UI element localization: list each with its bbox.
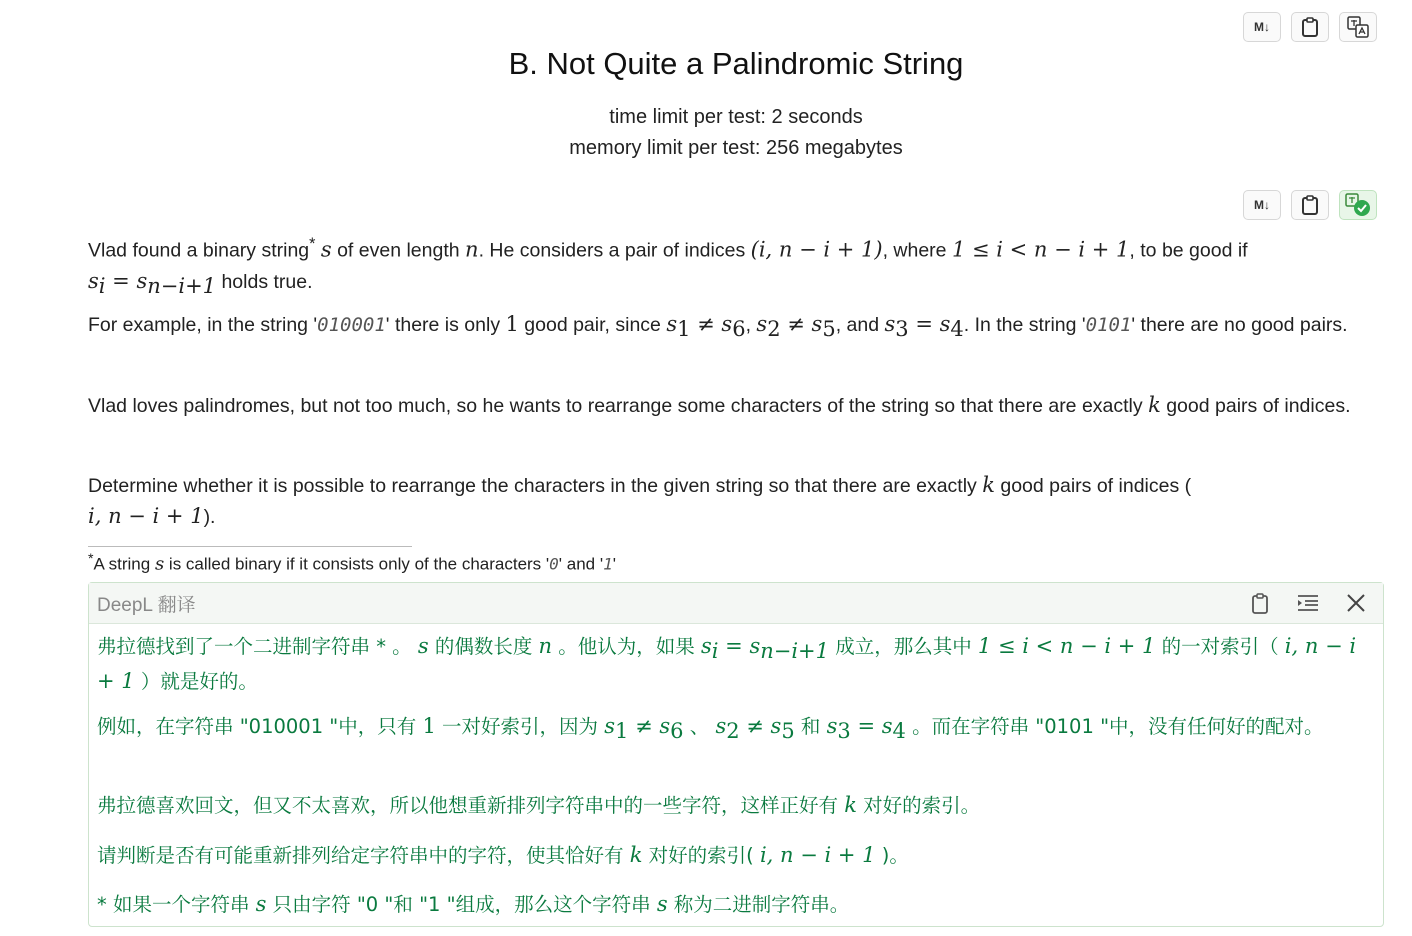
math-sub: 2 <box>726 718 740 743</box>
footnote <box>88 551 616 575</box>
math-var: s <box>88 268 99 293</box>
translation-paragraph-4 <box>97 840 1372 871</box>
markdown-copy-button[interactable] <box>1243 12 1281 42</box>
math-var: s <box>770 714 782 738</box>
math-sub: 6 <box>732 316 746 341</box>
text: )。 <box>875 844 909 867</box>
math-var: s <box>715 714 727 738</box>
math-sub: 6 <box>670 718 684 743</box>
math-sub: 3 <box>895 316 909 341</box>
close-icon <box>1346 593 1366 613</box>
problem-title: B. Not Quite a Palindromic String <box>508 46 964 81</box>
markdown-label: M↓ <box>1254 20 1270 34</box>
deepl-panel-header <box>89 583 1383 624</box>
clipboard-icon <box>1301 195 1319 215</box>
math-var: k <box>982 473 995 497</box>
text: ）就是好的。 <box>134 669 258 693</box>
text: , to be good if <box>1129 239 1248 262</box>
code-string: 010001 <box>317 314 386 336</box>
math-op: = <box>850 714 882 738</box>
math-var: s <box>656 892 668 916</box>
deepl-translation-panel <box>88 582 1384 927</box>
text: ' and ' <box>558 554 604 574</box>
markdown-label: M↓ <box>1254 198 1270 212</box>
text: ' there is only <box>385 314 506 336</box>
math-var: n <box>538 634 553 658</box>
math-var: s <box>700 634 712 658</box>
text: . He considers a pair of indices <box>478 239 751 262</box>
indent-lines-icon <box>1296 593 1320 613</box>
text: * 如果一个字符串 <box>97 893 256 916</box>
translation-paragraph-3 <box>97 790 1372 821</box>
statement-paragraph-3 <box>88 390 1380 421</box>
math-op: ≠ <box>628 714 660 738</box>
statement-paragraph-1 <box>88 229 1380 300</box>
text: 一对好索引，因为 <box>435 715 605 738</box>
translate-button[interactable] <box>1339 12 1377 42</box>
statement-markdown-button[interactable] <box>1243 190 1281 220</box>
clipboard-icon <box>1301 17 1319 37</box>
translate-done-icon <box>1345 193 1371 217</box>
math-expr: (i, n − i + 1) <box>750 237 883 262</box>
math-sub: 2 <box>767 316 781 341</box>
text: 弗拉德喜欢回文，但又不太喜欢，所以他想重新排列字符串中的一些字符，这样正好有 <box>97 794 845 817</box>
text: ' there are no good pairs. <box>1131 314 1348 336</box>
text: 称为二进制字符串。 <box>667 893 850 916</box>
text: 成立，那么其中 <box>829 635 978 658</box>
statement-translate-button[interactable] <box>1339 190 1377 220</box>
text: 的一对索引（ <box>1155 635 1285 658</box>
text: 弗拉德找到了一个二进制字符串 * 。 <box>97 635 418 658</box>
math-var: s <box>136 268 148 293</box>
math-sub: n−i+1 <box>760 638 830 663</box>
text: 请判断是否有可能重新排列给定字符串中的字符，使其恰好有 <box>97 844 630 867</box>
math-op: = <box>908 312 940 336</box>
math-sub: 5 <box>781 718 795 743</box>
text: For example, in the string ' <box>88 314 318 336</box>
statement-paragraph-2 <box>88 309 1380 344</box>
math-sub: 3 <box>837 718 851 743</box>
text: 。他认为，如果 <box>552 635 701 658</box>
math-var: s <box>749 634 761 658</box>
deepl-copy-button[interactable] <box>1245 588 1275 618</box>
footnote-divider <box>88 546 412 547</box>
problem-limits <box>0 102 1412 164</box>
copy-button[interactable] <box>1291 12 1329 42</box>
code-char: 1 <box>603 554 613 574</box>
math-sub: 5 <box>822 316 836 341</box>
header-toolbar <box>1243 12 1377 42</box>
text: Vlad loves palindromes, but not too much, so he wants to rearrange some characters of the string so that there are exactly <box>88 395 1149 417</box>
text: Determine whether it is possible to rearrange the characters in the given string so that there are exactly <box>88 475 983 497</box>
math-sub: n−i+1 <box>147 273 217 298</box>
math-op: ≠ <box>780 312 812 336</box>
statement-toolbar <box>1243 190 1377 220</box>
translation-paragraph-1 <box>97 631 1372 697</box>
math-sub: 1 <box>615 718 629 743</box>
math-op: = <box>718 634 750 658</box>
math-expr: i, n − i + 1 <box>88 504 204 528</box>
text: Vlad found a binary string <box>88 239 310 262</box>
math-sub: i <box>711 638 719 663</box>
math-var: s <box>255 892 267 916</box>
math-var: s <box>756 312 768 336</box>
math-var: k <box>844 793 857 817</box>
text: 和 <box>794 715 827 738</box>
math-expr: i, n − i + 1 <box>759 843 876 867</box>
translation-paragraph-5 <box>97 889 1372 920</box>
footnote-mark: * <box>88 551 94 567</box>
deepl-close-button[interactable] <box>1341 588 1371 618</box>
math-var: s <box>826 714 838 738</box>
text: ' <box>612 554 616 574</box>
text: , and <box>835 314 885 336</box>
math-var: s <box>939 312 951 336</box>
math-sub: 4 <box>892 718 906 743</box>
statement-copy-button[interactable] <box>1291 190 1329 220</box>
math-sub: 4 <box>950 316 964 341</box>
footnote-mark: * <box>309 235 316 253</box>
text: 例如，在字符串 "010001 "中，只有 <box>97 715 423 738</box>
math-op: = <box>105 268 137 293</box>
translate-icon <box>1347 16 1369 38</box>
text: 只由字符 "0 "和 "1 "组成，那么这个字符串 <box>266 893 657 916</box>
math-expr: 1 ≤ i < n − i + 1 <box>977 634 1156 658</box>
deepl-format-button[interactable] <box>1293 588 1323 618</box>
text: 。而在字符串 "0101 "中，没有任何好的配对。 <box>905 715 1324 738</box>
text: , <box>745 314 757 336</box>
text: . In the string ' <box>963 314 1086 336</box>
text: is called binary if it consists only of the characters ' <box>164 554 550 574</box>
text: ). <box>203 506 216 528</box>
memory-limit: memory limit per test: 256 megabytes <box>569 137 903 159</box>
text: of even length <box>331 239 466 262</box>
math-var: s <box>417 634 429 658</box>
clipboard-icon <box>1251 592 1269 614</box>
math-num: 1 <box>505 312 519 336</box>
math-var: n <box>465 237 479 262</box>
math-expr: 1 ≤ i < n − i + 1 <box>951 237 1130 262</box>
math-expr: i, n − i + 1 <box>97 634 1357 693</box>
deepl-panel-actions <box>1245 588 1371 618</box>
math-var: s <box>154 553 165 575</box>
math-sub: 1 <box>677 316 691 341</box>
math-var: s <box>666 312 678 336</box>
math-var: s <box>884 312 896 336</box>
deepl-panel-title: DeepL 翻译 <box>97 594 196 616</box>
text: 、 <box>683 715 716 738</box>
text: holds true. <box>216 270 313 293</box>
statement-paragraph-4 <box>88 470 1288 532</box>
text: 对好的索引。 <box>856 794 981 817</box>
math-var: k <box>1148 393 1161 417</box>
math-var: k <box>629 843 643 867</box>
math-op: ≠ <box>739 714 771 738</box>
math-var: s <box>320 237 332 262</box>
time-limit: time limit per test: 2 seconds <box>609 106 863 128</box>
text: good pairs of indices ( <box>994 475 1192 497</box>
text: 的偶数长度 <box>428 635 539 658</box>
math-op: ≠ <box>690 312 722 336</box>
code-char: 0 <box>549 554 559 574</box>
math-sub: i <box>98 273 106 298</box>
text: good pairs of indices. <box>1160 395 1351 417</box>
math-var: s <box>659 714 671 738</box>
math-var: s <box>721 312 733 336</box>
translation-paragraph-2 <box>97 711 1372 746</box>
text: , where <box>882 239 952 262</box>
math-var: s <box>604 714 616 738</box>
text: good pair, since <box>518 314 667 336</box>
text: A string <box>93 554 155 574</box>
math-var: s <box>811 312 823 336</box>
math-var: s <box>881 714 893 738</box>
math-num: 1 <box>422 714 436 738</box>
code-string: 0101 <box>1085 314 1132 336</box>
text: 对好的索引( <box>642 844 760 867</box>
